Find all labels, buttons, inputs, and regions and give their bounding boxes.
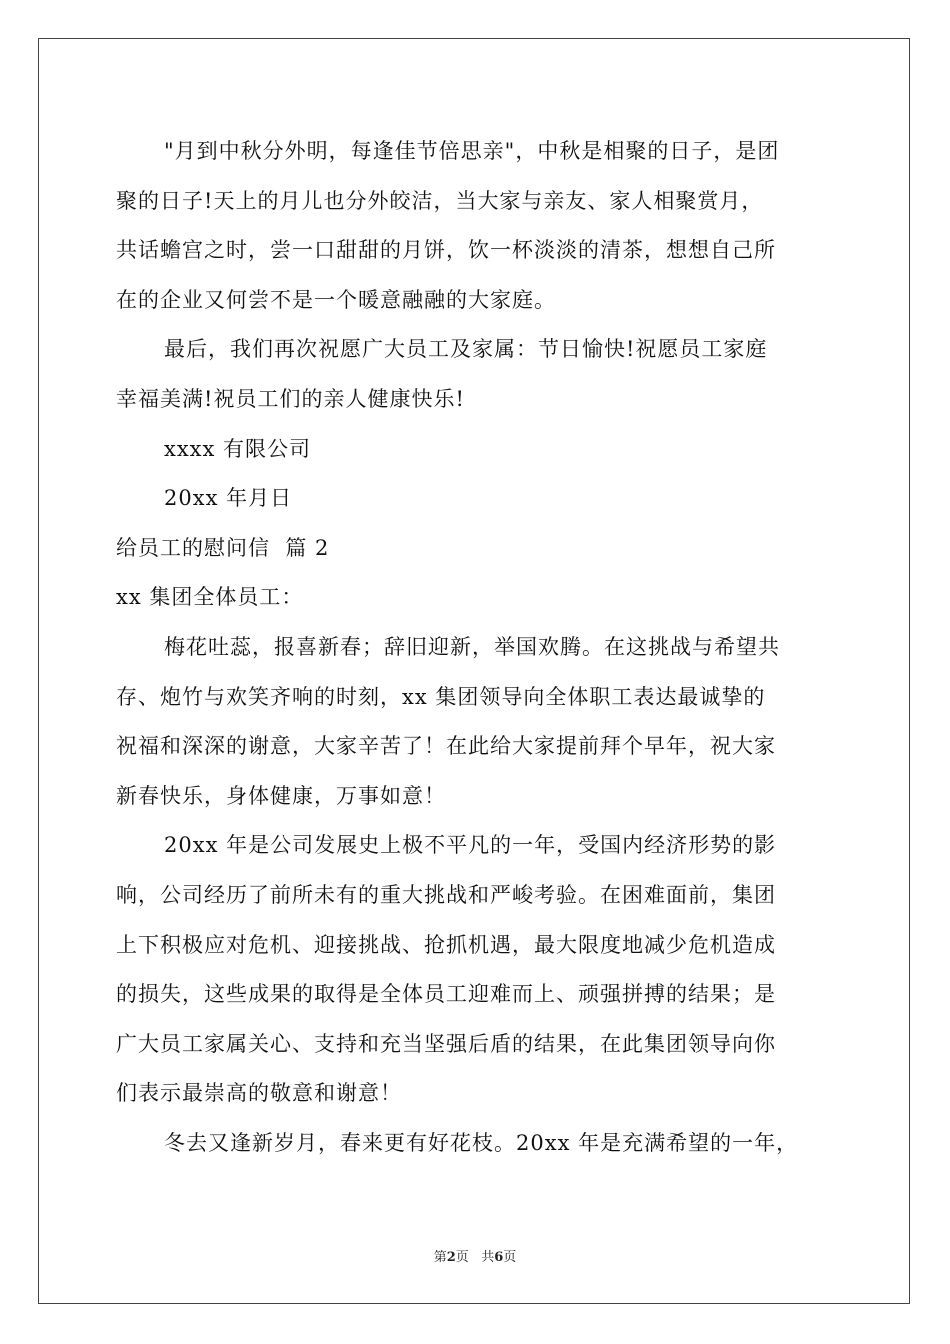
- page-mid: 页 共: [455, 1250, 495, 1265]
- text-line: 响，公司经历了前所未有的重大挑战和严峻考验。在困难面前，集团: [116, 882, 776, 907]
- text-line: 最后，我们再次祝愿广大员工及家属：节日愉快!祝愿员工家庭: [164, 337, 768, 362]
- section-title: 给员工的慰问信 篇 2: [116, 535, 330, 560]
- page-current: 2: [446, 1250, 456, 1265]
- page-suffix: 页: [503, 1250, 517, 1265]
- text-line: "月到中秋分外明，每逢佳节倍思亲"，中秋是相聚的日子，是团: [164, 139, 780, 163]
- text-line: 们表示最崇高的敬意和谢意！: [116, 1081, 402, 1106]
- page-total: 6: [494, 1250, 504, 1265]
- document-body: [116, 127, 836, 1168]
- text-line: 梅花吐蕊，报喜新春；辞旧迎新，举国欢腾。在这挑战与希望共: [164, 634, 780, 659]
- text-line: 共话蟾宫之时，尝一口甜甜的月饼，饮一杯淡淡的清茶，想想自己所: [116, 238, 776, 263]
- text-line: 20xx 年是公司发展史上极不平凡的一年，受国内经济形势的影: [164, 833, 777, 858]
- text-line: 新春快乐，身体健康，万事如意！: [116, 783, 446, 808]
- text-line: 存、炮竹与欢笑齐响的时刻，xx 集团领导向全体职工表达最诚挚的: [116, 684, 766, 709]
- text-line: 祝福和深深的谢意，大家辛苦了！在此给大家提前拜个早年，祝大家: [116, 734, 776, 759]
- text-line: 广大员工家属关心、支持和充当坚强后盾的结果，在此集团领导向你: [116, 1031, 776, 1056]
- text-line: 冬去又逢新岁月，春来更有好花枝。20xx 年是充满希望的一年，: [164, 1130, 799, 1155]
- page-footer: [0, 1246, 950, 1265]
- text-line: 幸福美满!祝员工们的亲人健康快乐!: [116, 386, 465, 411]
- text-line: 在的企业又何尝不是一个暖意融融的大家庭。: [116, 287, 556, 312]
- page-prefix: 第: [433, 1250, 447, 1265]
- text-line: 的损失，这些成果的取得是全体员工迎难而上、顽强拼搏的结果；是: [116, 982, 776, 1007]
- text-line: 上下积极应对危机、迎接挑战、抢抓机遇，最大限度地减少危机造成: [116, 932, 776, 957]
- salutation: xx 集团全体员工：: [116, 585, 304, 610]
- company-signature: xxxx 有限公司: [164, 436, 312, 461]
- text-line: 聚的日子!天上的月儿也分外皎洁，当大家与亲友、家人相聚赏月，: [116, 188, 764, 213]
- date-line: 20xx 年月日: [164, 486, 293, 511]
